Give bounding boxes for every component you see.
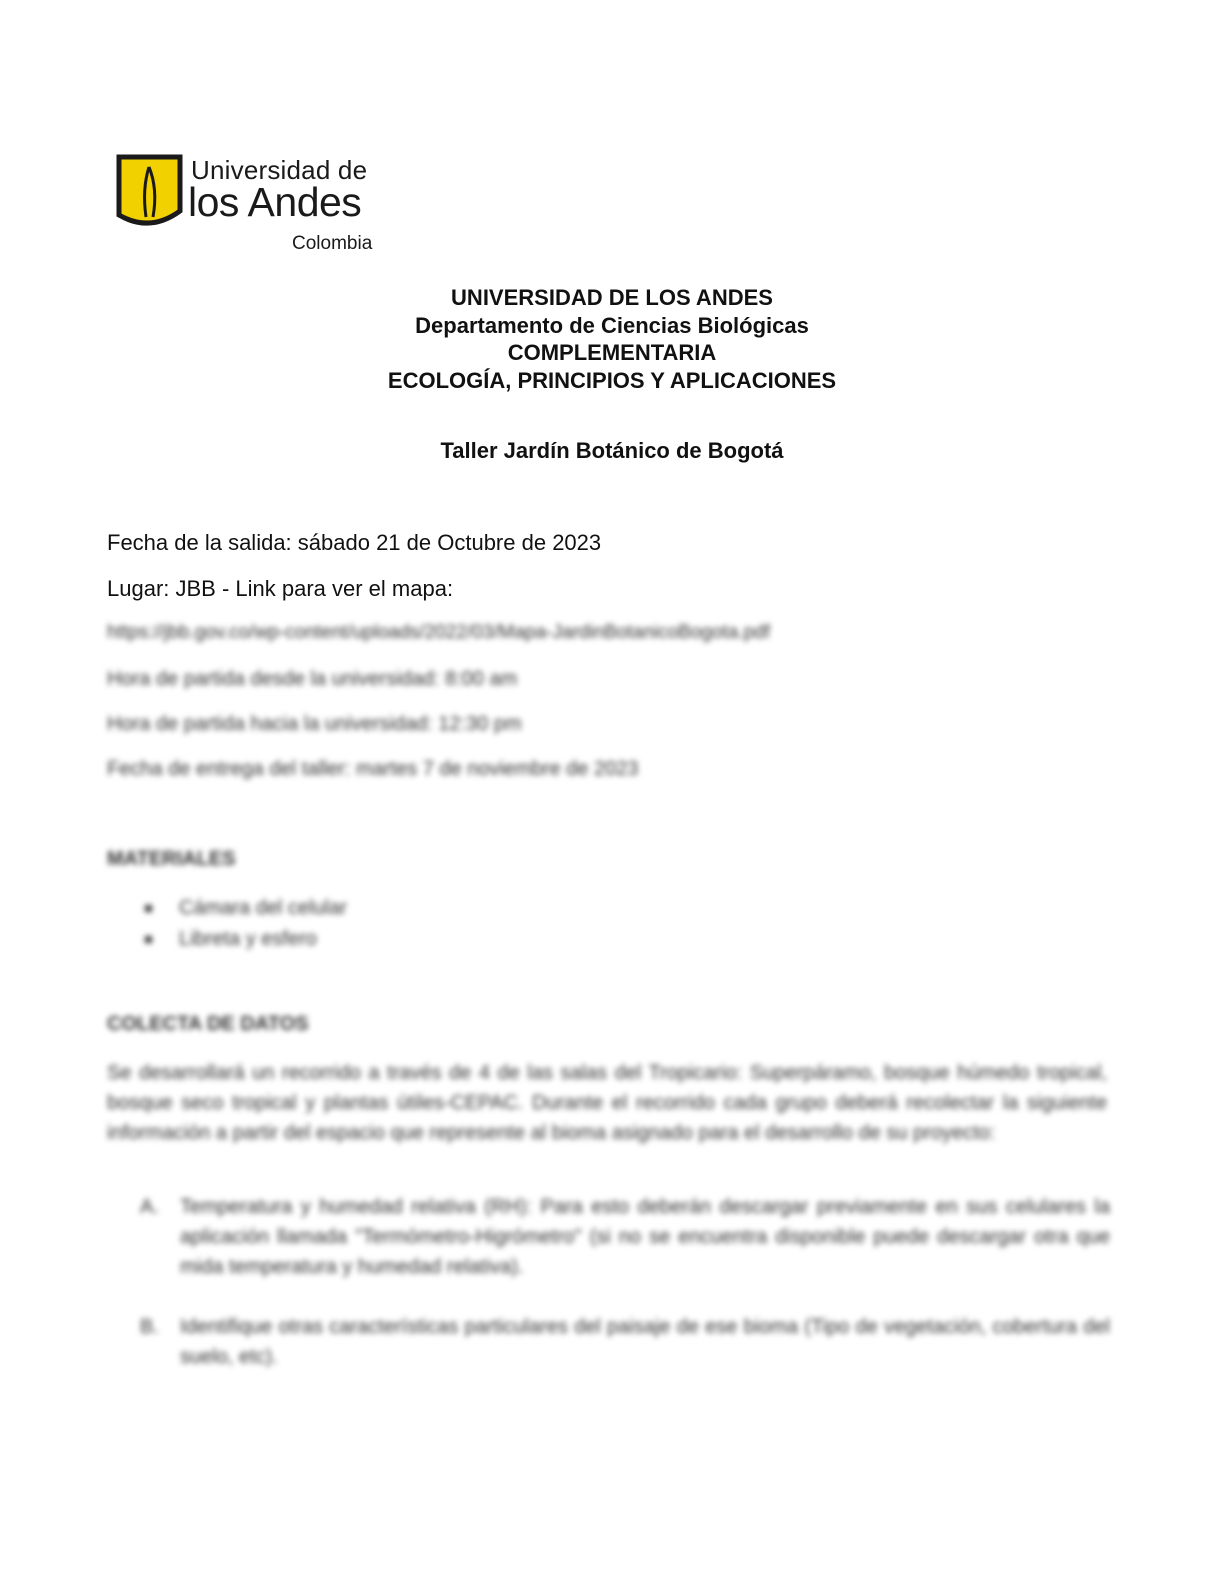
info-lugar: Lugar: JBB - Link para ver el mapa: xyxy=(107,576,454,601)
list-marker: A. xyxy=(140,1196,159,1218)
logo-text-line3: Colombia xyxy=(292,233,373,254)
document-header xyxy=(0,284,1224,394)
colecta-item-a xyxy=(140,1192,1110,1282)
list-item-text: Temperatura y humedad relativa (RH): Para esto deberán descargar previamente en sus celulares la aplicación llamada "Termómetro-Higrómetro" (si no se encuentra disponible puede descargar otra que mida temperatura y humedad relativa). xyxy=(180,1196,1110,1278)
list-item xyxy=(145,893,347,924)
info-fecha: Fecha de la salida: sábado 21 de Octubre de 2023 xyxy=(107,530,602,555)
colecta-heading: COLECTA DE DATOS xyxy=(107,1013,309,1035)
materiales-heading: MATERIALES xyxy=(107,848,236,870)
colecta-paragraph: Se desarrollará un recorrido a través de 4 de las salas del Tropicario: Superpáramo, bosque húmedo tropical, bosque seco tropical y plantas útiles-CEPAC. Durante el recorrido cada grupo deberá recolectar la siguiente información a partir del espacio que represente al bioma asignado para el desarrollo de su proyecto: xyxy=(107,1062,1107,1144)
list-item-text: Identifique otras características particulares del paisaje de ese bioma (Tipo de vegetación, cobertura del suelo, etc). xyxy=(180,1316,1110,1368)
materiales-list xyxy=(145,893,347,955)
header-department: Departamento de Ciencias Biológicas xyxy=(415,312,809,338)
info-hora-salida: Hora de partida desde la universidad: 8:00 am xyxy=(107,668,518,690)
logo-text-line2: los Andes xyxy=(188,179,362,225)
colecta-item-b xyxy=(140,1312,1110,1372)
bullet-icon xyxy=(145,905,152,912)
document-subtitle: Taller Jardín Botánico de Bogotá xyxy=(440,438,784,463)
list-item-text: Libreta y esfero xyxy=(179,928,317,950)
info-hora-regreso: Hora de partida hacia la universidad: 12:30 pm xyxy=(107,713,522,735)
info-map-link[interactable]: https://jbb.gov.co/wp-content/uploads/2022/03/Mapa-JardinBotanicoBogota.pdf xyxy=(107,622,770,643)
list-item xyxy=(145,924,347,955)
header-course-name: ECOLOGÍA, PRINCIPIOS Y APLICACIONES xyxy=(387,367,837,393)
university-logo xyxy=(116,153,386,263)
list-item-text: Cámara del celular xyxy=(179,897,347,919)
header-course-type: COMPLEMENTARIA xyxy=(507,340,717,365)
info-entrega: Fecha de entrega del taller: martes 7 de noviembre de 2023 xyxy=(107,758,639,780)
header-university: UNIVERSIDAD DE LOS ANDES xyxy=(451,285,773,310)
list-marker: B. xyxy=(140,1316,159,1338)
logo-text-line1: Universidad de xyxy=(191,155,368,185)
bullet-icon xyxy=(145,936,152,943)
shield-logo-icon xyxy=(116,153,186,233)
